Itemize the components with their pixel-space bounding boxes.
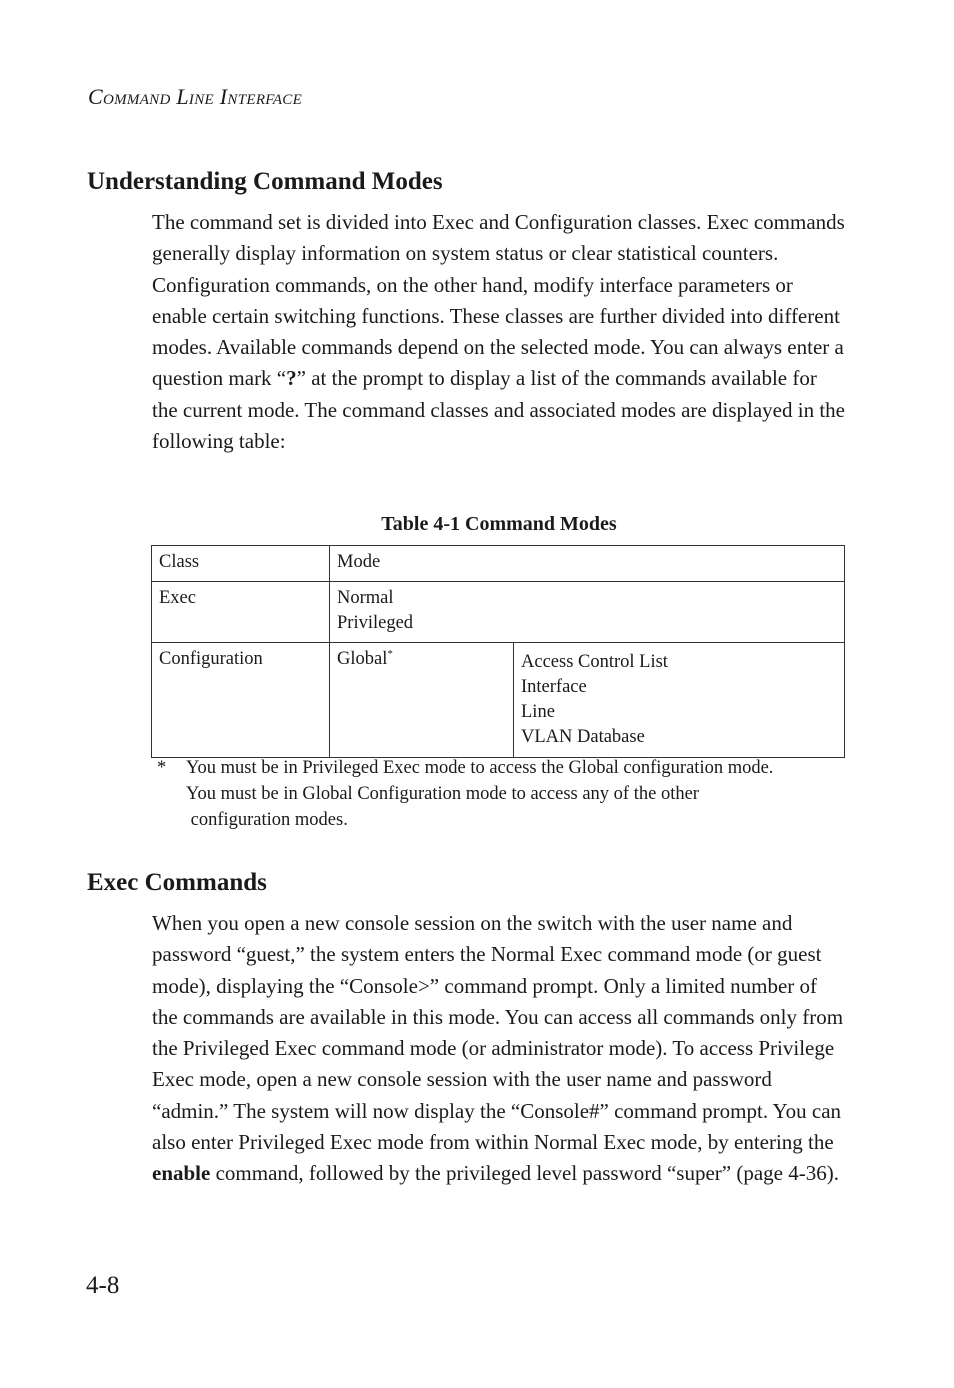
footnote-text bbox=[186, 755, 856, 833]
footnote-line: You must be in Global Configuration mode to access any of the other bbox=[186, 784, 699, 804]
footnote-reference: * bbox=[387, 647, 393, 660]
submode-line: Line bbox=[521, 702, 555, 722]
cell-class-configuration: Configuration bbox=[152, 643, 330, 758]
table-caption: Table 4-1 Command Modes bbox=[381, 513, 617, 535]
cell-mode-global bbox=[330, 643, 514, 758]
mode-global: Global bbox=[337, 649, 388, 669]
paragraph-text: ” at the prompt to display a list of the commands available for the current mode. The command classes and associated modes are displayed in the following table: bbox=[152, 366, 845, 454]
exec-commands-paragraph bbox=[152, 908, 846, 1190]
footnote-line: You must be in Privileged Exec mode to access the Global configuration mode. bbox=[186, 758, 774, 778]
cell-mode-exec bbox=[330, 582, 845, 643]
table-header-row bbox=[152, 546, 845, 582]
paragraph-text: The command set is divided into Exec and Configuration classes. Exec commands generally display information on system status or clear statistical counters. Configuration commands, on the other hand, modify interface parameters or enable certain switching functions. These classes are further divided into different modes. Available commands depend on the selected mode. You can always enter a question mark “ bbox=[152, 210, 845, 391]
command-modes-table bbox=[151, 545, 845, 758]
footnote-line: configuration modes. bbox=[186, 810, 348, 830]
enable-command: enable bbox=[152, 1161, 211, 1186]
command-modes-paragraph bbox=[152, 207, 846, 457]
submode-acl: Access Control List bbox=[521, 652, 668, 672]
section-heading-command-modes: Understanding Command Modes bbox=[87, 168, 443, 195]
header-mode: Mode bbox=[330, 546, 845, 582]
paragraph-text: command, followed by the privileged level password “super” (page 4-36). bbox=[210, 1161, 839, 1186]
submode-vlan-database: VLAN Database bbox=[521, 727, 645, 747]
header-class: Class bbox=[152, 546, 330, 582]
running-head: Command Line Interface bbox=[88, 84, 303, 109]
mode-privileged: Privileged bbox=[337, 613, 414, 633]
footnote-mark: * bbox=[157, 758, 167, 778]
section-heading-exec-commands: Exec Commands bbox=[87, 869, 267, 896]
paragraph-text: When you open a new console session on the switch with the user name and password “guest,” the system enters the Normal Exec command mode (or guest mode), displaying the “Console>” command prompt. Only a limited number of the commands are available in this mode. You can access all commands only from the Privileged Exec command mode (or administrator mode). To access Privilege Exec mode, open a new console session with the user name and password “admin.” The system will now display the “Console#” command prompt. You can also enter Privileged Exec mode from within Normal Exec mode, by entering the bbox=[152, 911, 844, 1155]
cell-class-exec: Exec bbox=[152, 582, 330, 643]
table-row-exec bbox=[152, 582, 845, 643]
submode-interface: Interface bbox=[521, 677, 587, 697]
mode-normal: Normal bbox=[337, 588, 394, 608]
page-number: 4-8 bbox=[86, 1272, 120, 1299]
table-row-configuration bbox=[152, 643, 845, 758]
question-mark-key: ? bbox=[286, 366, 297, 391]
cell-submodes bbox=[514, 643, 845, 758]
